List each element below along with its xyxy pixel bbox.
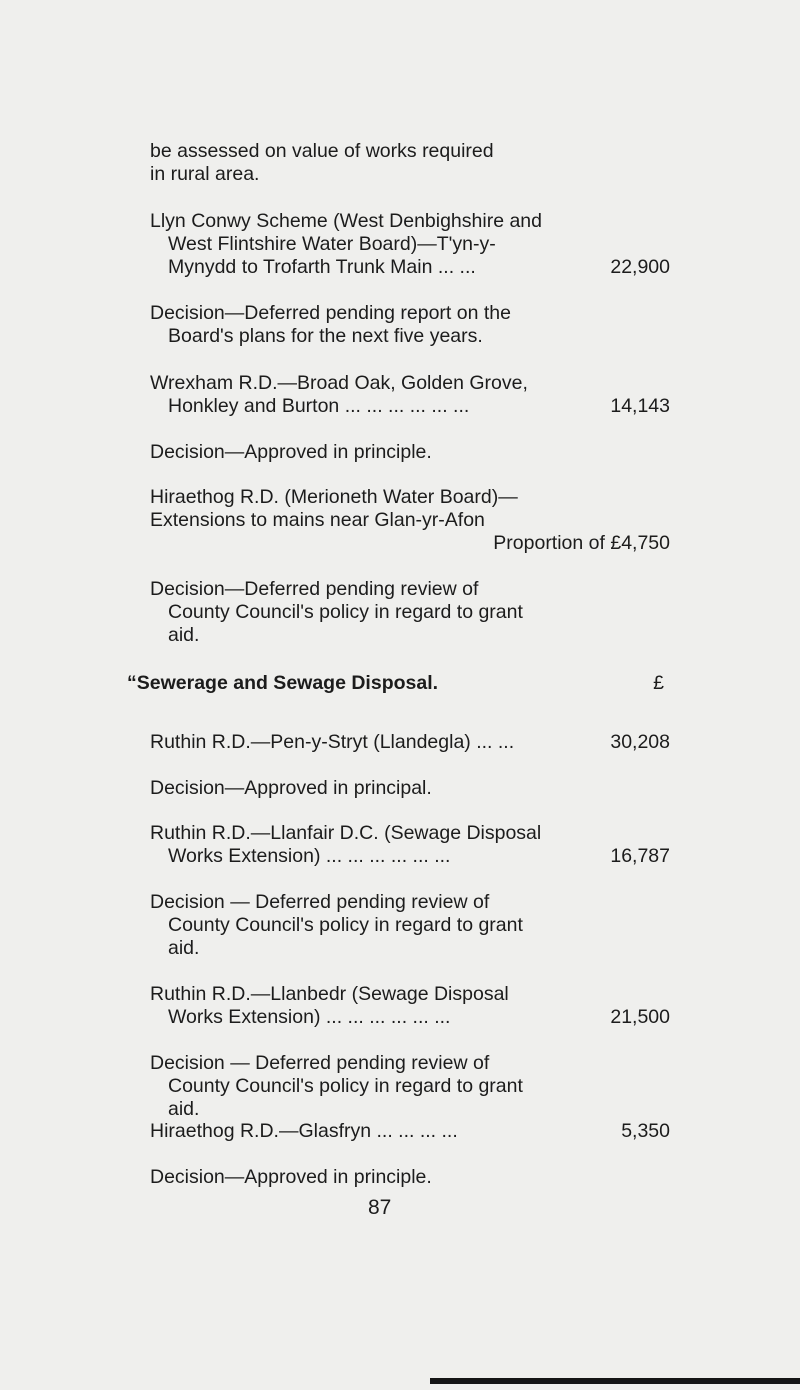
decision-wrexham [150,441,670,464]
item-text: Extensions to mains near Glan-yr-Afon [150,509,485,531]
decision-text: Board's plans for the next five years. [168,325,483,347]
intro-line-2: in rural area. [150,163,260,185]
item-amount: 22,900 [610,256,670,278]
item-text: Works Extension) ... ... ... ... ... ... [168,1006,451,1028]
sewerage-item-glasfryn [150,1120,670,1143]
item-text: Wrexham R.D.—Broad Oak, Golden Grove, [150,372,528,394]
decision-text: Decision—Deferred pending report on the [150,302,511,324]
intro-paragraph [150,140,670,186]
item-amount: 16,787 [610,845,670,867]
water-item-wrexham [150,372,670,418]
item-text: Llyn Conwy Scheme (West Denbighshire and [150,210,542,232]
decision-text: Decision — Deferred pending review of [150,891,490,913]
item-amount-line [150,731,670,754]
section-title: “Sewerage and Sewage Disposal. [127,672,439,694]
sewerage-item-llanbedr [150,983,670,1029]
decision-text: Decision—Approved in principle. [150,441,432,463]
item-text: Mynydd to Trofarth Trunk Main ... ... [168,256,476,278]
item-proportion: Proportion of £4,750 [493,532,670,554]
item-amount-line [150,256,670,279]
item-amount: 30,208 [610,731,670,753]
decision-text: Decision—Approved in principal. [150,777,432,799]
sewerage-item-llanfair [150,822,670,868]
decision-text: Decision — Deferred pending review of [150,1052,490,1074]
page-number: 87 [368,1196,392,1219]
section-heading [127,672,670,695]
sewerage-item-pen-y-stryt [150,731,670,754]
item-amount: 14,143 [610,395,670,417]
item-text: Hiraethog R.D. (Merioneth Water Board)— [150,486,518,508]
decision-text: Decision—Approved in principle. [150,1166,432,1188]
item-text: Hiraethog R.D.—Glasfryn ... ... ... ... [150,1120,458,1142]
decision-pen-y-stryt [150,777,670,800]
item-text: Ruthin R.D.—Pen-y-Stryt (Llandegla) ... ... [150,731,515,753]
item-text: West Flintshire Water Board)—T'yn-y- [168,233,496,255]
decision-text: Decision—Deferred pending review of [150,578,479,600]
item-text: Ruthin R.D.—Llanfair D.C. (Sewage Disposal [150,822,542,844]
decision-llyn-conwy [150,302,670,348]
decision-text: County Council's policy in regard to grant [168,601,523,623]
item-text: Ruthin R.D.—Llanbedr (Sewage Disposal [150,983,509,1005]
decision-text: County Council's policy in regard to grant [168,1075,523,1097]
item-amount: 21,500 [610,1006,670,1028]
item-amount-line [150,1006,670,1029]
decision-llanfair [150,891,670,960]
item-amount-line [150,1120,670,1143]
scan-edge-line [430,1378,800,1384]
decision-text: aid. [168,1098,200,1120]
currency-symbol: £ [653,672,664,694]
water-item-hiraethog [150,486,670,555]
item-text: Works Extension) ... ... ... ... ... ... [168,845,451,867]
item-amount-line [150,395,670,418]
decision-hiraethog [150,578,670,647]
decision-llanbedr [150,1052,670,1121]
decision-text: County Council's policy in regard to grant [168,914,523,936]
item-text: Honkley and Burton ... ... ... ... ... ... [168,395,470,417]
item-amount-line [150,845,670,868]
item-amount: 5,350 [621,1120,670,1142]
decision-text: aid. [168,937,200,959]
decision-glasfryn [150,1166,670,1189]
decision-text: aid. [168,624,200,646]
water-item-llyn-conwy [150,210,670,279]
intro-line-1: be assessed on value of works required [150,140,494,162]
